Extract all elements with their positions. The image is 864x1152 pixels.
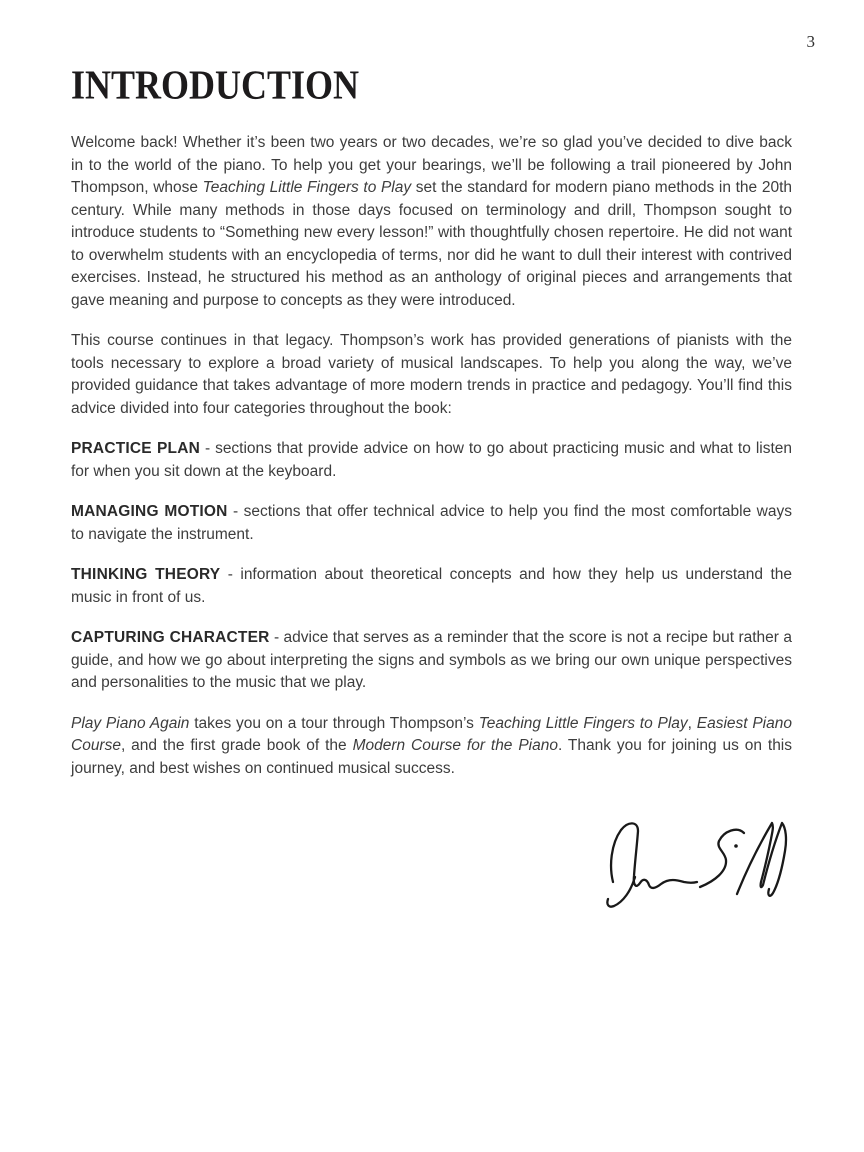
paragraph-welcome: Welcome back! Whether it’s been two years or two decades, we’re so glad you’ve decided to dive back in to the world of the piano. To help you get your bearings, we’ll be following a trail pioneered by John Thompson, whose Teaching Little Fingers to Play set the standard for modern piano methods in the 20th century. While many methods in those days focused on terminology and drill, Thompson sought to introduce students to “Something new every lesson!” with thoughtfully chosen repertoire. He did not want to overwhelm students with an encyclopedia of terms, nor did he want to dull their interest with contrived exercises. Instead, he structured his method as an anthology of original pieces and arrangements that gave meaning and purpose to concepts as they were introduced. xyxy=(71,134,792,309)
category-text-thinking-theory: - information about theoretical concepts and how they help us understand the music in front of us. xyxy=(71,566,793,606)
paragraph-closing: Play Piano Again takes you on a tour through Thompson’s Teaching Little Fingers to Play, Easiest Piano Course, and the first grade book of the Modern Course for the Piano. Thank you for joining us on this journey, and best wishes on continued musical success. xyxy=(71,714,793,777)
page-title: INTRODUCTION xyxy=(71,61,360,108)
page-number: 3 xyxy=(806,32,815,51)
category-text-practice-plan: - sections that provide advice on how to go about practicing music and what to listen for when you sit down at the keyboard. xyxy=(71,440,793,480)
category-label-capturing-character: CAPTURING CHARACTER xyxy=(71,629,270,646)
category-label-managing-motion: MANAGING MOTION xyxy=(71,503,228,520)
paragraph-legacy: This course continues in that legacy. Thompson’s work has provided generations of pianists with the tools necessary to explore a broad variety of musical landscapes. To help you along the way, we’ve provided guidance that takes advantage of more modern trends in practice and pedagogy. You’ll find this advice divided into four categories throughout the book: xyxy=(71,332,792,417)
category-label-thinking-theory: THINKING THEORY xyxy=(71,566,221,583)
category-managing-motion xyxy=(71,501,792,546)
category-practice-plan xyxy=(71,438,792,483)
category-text-capturing-character: - advice that serves as a reminder that the score is not a recipe but rather a guide, and how we go about interpreting the signs and symbols as we bring our own unique perspectives and personalities to the music that we play. xyxy=(71,629,792,691)
category-label-practice-plan: PRACTICE PLAN xyxy=(71,440,200,457)
signature-image xyxy=(585,808,800,920)
category-capturing-character xyxy=(71,627,792,695)
category-text-managing-motion: - sections that offer technical advice to help you find the most comfortable ways to navigate the instrument. xyxy=(71,503,792,543)
page-content xyxy=(71,61,793,780)
category-thinking-theory xyxy=(71,564,792,609)
